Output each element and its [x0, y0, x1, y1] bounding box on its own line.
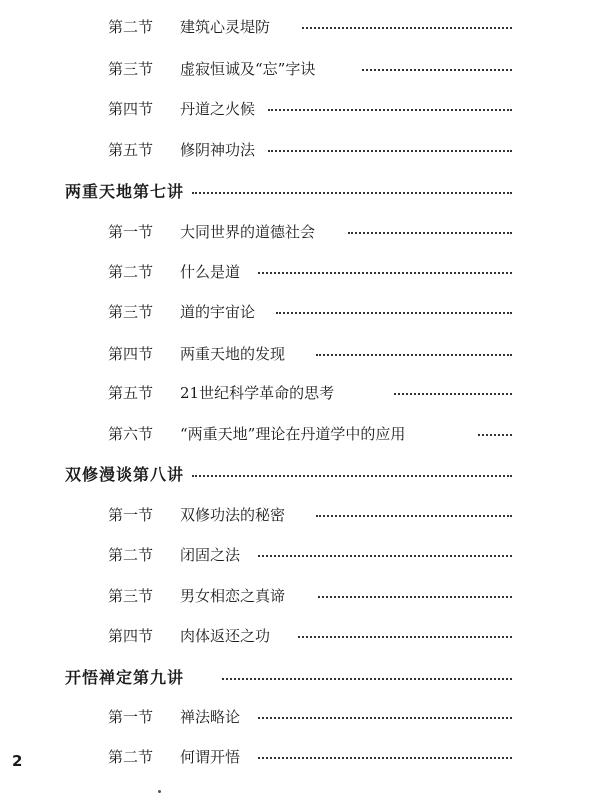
- section-label: 第二节: [108, 748, 154, 766]
- dot-leader: [222, 678, 512, 680]
- section-title: 修阴神功法: [180, 141, 256, 159]
- page-number: 2: [12, 752, 23, 770]
- chapter-title: 开悟禅定第九讲: [65, 668, 185, 687]
- section-label: 第三节: [108, 303, 154, 321]
- dot-leader: [348, 232, 512, 234]
- section-label: 第六节: [108, 425, 154, 443]
- section-title: 禅法略论: [180, 708, 241, 726]
- dot-leader: [258, 555, 512, 557]
- section-label: 第二节: [108, 18, 154, 36]
- section-label: 第五节: [108, 141, 154, 159]
- dot-leader: [268, 150, 512, 152]
- dot-leader: [318, 596, 512, 598]
- dot-leader: [302, 27, 512, 29]
- section-title: 双修功法的秘密: [180, 506, 286, 524]
- section-label: 第三节: [108, 60, 154, 78]
- dot-leader: [316, 354, 512, 356]
- dot-leader: [268, 109, 512, 111]
- dot-leader: [258, 757, 512, 759]
- dot-leader: [276, 312, 512, 314]
- section-title: “两重天地”理论在丹道学中的应用: [180, 425, 406, 443]
- section-label: 第三节: [108, 587, 154, 605]
- section-label: 第二节: [108, 546, 154, 564]
- chapter-title: 两重天地第七讲: [65, 182, 185, 201]
- dot-leader: [258, 272, 512, 274]
- section-title: 21世纪科学革命的思考: [180, 384, 335, 402]
- section-title: 何谓开悟: [180, 748, 241, 766]
- section-title: 道的宇宙论: [180, 303, 256, 321]
- section-label: 第四节: [108, 345, 154, 363]
- section-label: 第五节: [108, 384, 154, 402]
- section-title: 闭固之法: [180, 546, 241, 564]
- dot-leader: [192, 192, 512, 194]
- section-title: 虚寂恒诚及“忘”字诀: [180, 60, 316, 78]
- section-label: 第一节: [108, 708, 154, 726]
- chapter-title: 双修漫谈第八讲: [65, 465, 185, 484]
- section-title: 丹道之火候: [180, 100, 256, 118]
- section-title: 男女相恋之真谛: [180, 587, 286, 605]
- section-label: 第一节: [108, 223, 154, 241]
- dot-leader: [478, 434, 512, 436]
- section-label: 第四节: [108, 627, 154, 645]
- section-title: 两重天地的发现: [180, 345, 286, 363]
- dot-leader: [192, 475, 512, 477]
- section-title: 建筑心灵堤防: [180, 18, 271, 36]
- section-label: 第二节: [108, 263, 154, 281]
- section-title: 什么是道: [180, 263, 241, 281]
- dot-leader: [316, 515, 512, 517]
- section-label: 第一节: [108, 506, 154, 524]
- dot-leader: [362, 69, 512, 71]
- section-title: 大同世界的道德社会: [180, 223, 316, 241]
- section-title: 肉体返还之功: [180, 627, 271, 645]
- dot-leader: [298, 636, 512, 638]
- scan-speck: [158, 790, 161, 793]
- dot-leader: [258, 717, 512, 719]
- dot-leader: [394, 393, 512, 395]
- section-label: 第四节: [108, 100, 154, 118]
